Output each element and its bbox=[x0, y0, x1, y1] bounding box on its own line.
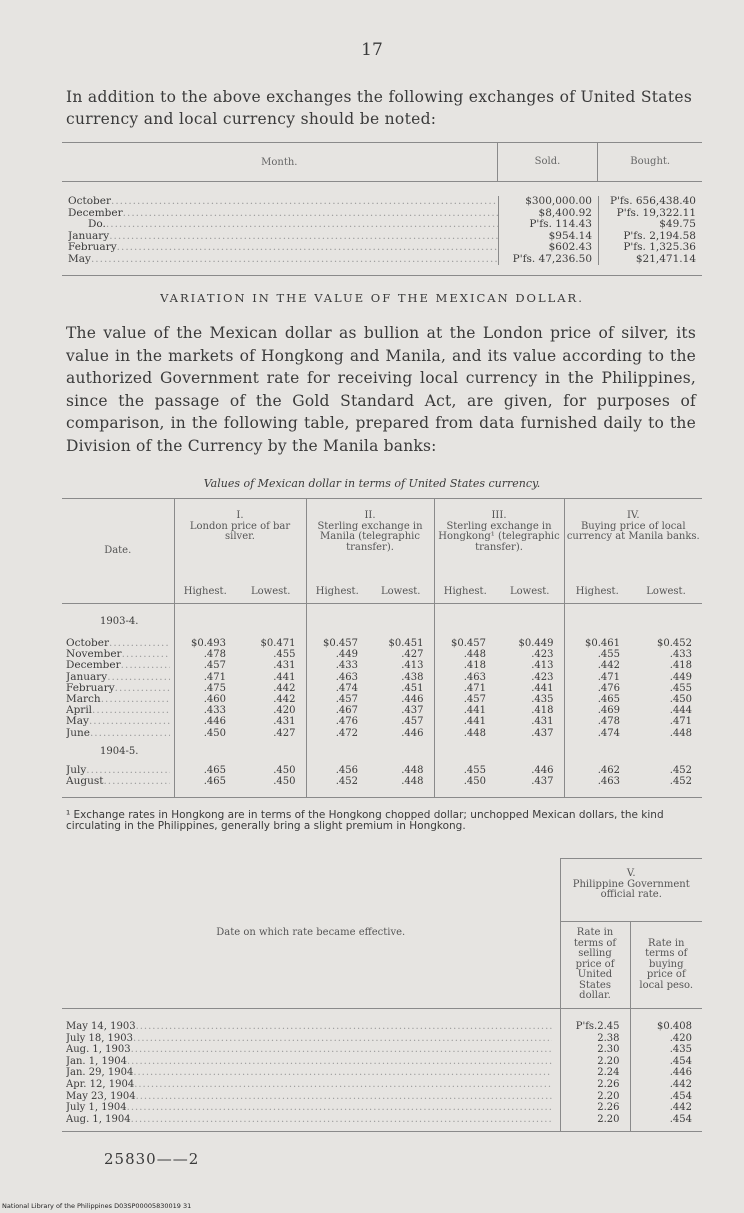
value-cell: .413 bbox=[531, 660, 554, 672]
month-cell: Do. bbox=[88, 219, 106, 230]
table-row bbox=[68, 219, 498, 231]
value-cell: .435 bbox=[531, 694, 554, 706]
value-cell: .451 bbox=[401, 682, 424, 694]
value-cell: .413 bbox=[401, 660, 424, 672]
value-cell: .446 bbox=[401, 727, 424, 739]
value-cell: .476 bbox=[306, 716, 368, 727]
bought-cell: P'fs. 19,322.11 bbox=[616, 206, 696, 219]
exchange-table-header bbox=[62, 143, 702, 182]
value-cell: .452 bbox=[306, 776, 368, 787]
value-cell: $0.493 bbox=[174, 638, 236, 649]
dot-leader-row bbox=[66, 694, 170, 705]
lowest-header: Lowest. bbox=[368, 581, 434, 604]
effective-date-cell bbox=[62, 1056, 560, 1068]
value-cell: .418 bbox=[434, 660, 496, 671]
lowest-header: Lowest. bbox=[496, 581, 564, 604]
mexican-dollar-table-body bbox=[62, 604, 702, 798]
dot-leader-row bbox=[66, 1021, 552, 1033]
group-number: III. bbox=[491, 510, 507, 521]
lowest-header: Lowest. bbox=[236, 581, 306, 604]
value-cell: .457 bbox=[174, 660, 236, 671]
month-label: March bbox=[66, 694, 101, 706]
group-number: IV. bbox=[626, 510, 640, 521]
group-title: Philippine Government official rate. bbox=[572, 878, 690, 900]
dot-leader-row bbox=[66, 1091, 552, 1103]
date-label: Jan. 29, 1904 bbox=[66, 1067, 134, 1079]
value-cell: .448 bbox=[434, 728, 496, 739]
dot-leader-row bbox=[66, 649, 170, 660]
date-label: July 18, 1903 bbox=[66, 1032, 134, 1044]
dot-leader-row bbox=[66, 660, 170, 671]
table-row bbox=[62, 776, 702, 787]
table-row bbox=[62, 1056, 702, 1068]
value-cell: .450 bbox=[434, 776, 496, 787]
value-cell: .446 bbox=[174, 716, 236, 727]
value-cell: .437 bbox=[531, 727, 554, 739]
group-header-3 bbox=[434, 499, 564, 581]
year-label: 1903-4. bbox=[100, 615, 139, 627]
effective-date-cell bbox=[62, 1067, 560, 1079]
month-label: November bbox=[66, 649, 122, 661]
date-label: July 1, 1904 bbox=[66, 1102, 127, 1114]
value-cell: $0.461 bbox=[564, 638, 630, 649]
value-cell: .456 bbox=[306, 765, 368, 776]
month-label: August bbox=[66, 776, 104, 788]
value-cell: .478 bbox=[564, 716, 630, 727]
value-cell: .441 bbox=[273, 671, 296, 683]
table-row bbox=[62, 1091, 702, 1103]
month-label: February bbox=[66, 682, 115, 694]
page-number: 17 bbox=[361, 40, 383, 60]
group-title: Sterling exchange in Manila (telegraphic transfer). bbox=[317, 520, 423, 553]
value-cell: .427 bbox=[401, 649, 424, 661]
exchange-table bbox=[62, 142, 702, 276]
month-label: January bbox=[66, 671, 108, 683]
sold-cell: $300,000.00 bbox=[525, 195, 592, 207]
value-cell: .452 bbox=[669, 776, 693, 788]
dot-leader-row bbox=[66, 728, 170, 739]
official-rate-table-body bbox=[62, 1009, 702, 1132]
month-cell: February bbox=[68, 242, 117, 253]
value-cell: .457 bbox=[401, 716, 424, 728]
selling-rate-cell: 2.30 bbox=[560, 1044, 630, 1056]
year-label: 1904-5. bbox=[100, 746, 139, 758]
table-row bbox=[62, 1079, 702, 1091]
value-cell: $0.452 bbox=[657, 638, 693, 649]
mexican-dollar-table bbox=[62, 498, 702, 798]
group-title: Buying price of local currency at Manila banks. bbox=[566, 520, 700, 542]
table-row bbox=[62, 672, 702, 683]
value-cell: $0.457 bbox=[434, 638, 496, 649]
month-label: December bbox=[66, 660, 121, 672]
sold-cell: P'fs. 47,236.50 bbox=[512, 252, 592, 265]
value-cell: .476 bbox=[564, 683, 630, 694]
group-number: II. bbox=[364, 510, 376, 521]
dot-leader-row bbox=[66, 765, 170, 776]
section-title: VARIATION IN THE VALUE OF THE MEXICAN DOLLAR. bbox=[160, 291, 584, 305]
year-row bbox=[62, 739, 702, 765]
value-cell: .449 bbox=[669, 671, 693, 683]
selling-rate-cell: 2.38 bbox=[560, 1033, 630, 1045]
bought-cell: $49.75 bbox=[659, 218, 696, 230]
selling-rate-cell: 2.20 bbox=[560, 1056, 630, 1068]
spacer-row bbox=[62, 1125, 702, 1131]
sold-cell: $602.43 bbox=[548, 241, 592, 253]
bought-cell: $21,471.14 bbox=[635, 252, 696, 265]
date-label: Aug. 1, 1904 bbox=[66, 1113, 131, 1125]
sold-cell: $8,400.92 bbox=[538, 206, 592, 219]
table-row bbox=[68, 242, 498, 254]
month-label: April bbox=[66, 705, 93, 717]
value-cell: .441 bbox=[434, 716, 496, 727]
highest-header: Highest. bbox=[306, 581, 368, 604]
value-cell: .418 bbox=[531, 705, 554, 717]
group-title: Sterling exchange in Hongkong¹ (telegraphic transfer). bbox=[438, 520, 560, 553]
table-row bbox=[62, 694, 702, 705]
bought-cell: P'fs. 1,325.36 bbox=[623, 241, 696, 253]
value-cell: .467 bbox=[306, 705, 368, 716]
table-row bbox=[62, 660, 702, 671]
value-cell: .455 bbox=[564, 649, 630, 660]
table-caption: Values of Mexican dollar in terms of United States currency. bbox=[203, 477, 541, 490]
selling-rate-cell: 2.20 bbox=[560, 1114, 630, 1126]
group-title: London price of bar silver. bbox=[189, 520, 291, 542]
month-cell bbox=[62, 694, 174, 705]
dot-leader-row bbox=[66, 1079, 552, 1091]
table-row bbox=[62, 1033, 702, 1045]
month-cell bbox=[62, 672, 174, 683]
value-cell: .423 bbox=[531, 671, 554, 683]
footnote: ¹ Exchange rates in Hongkong are in terms of the Hongkong chopped dollar; unchopped Mexican dollars, the kind circulating in the Philippines, generally bring a slight premium in Hongkong. bbox=[66, 809, 664, 832]
table-row bbox=[68, 196, 498, 208]
value-cell: .442 bbox=[564, 660, 630, 671]
value-cell: .472 bbox=[306, 728, 368, 739]
effective-date-cell bbox=[62, 1033, 560, 1045]
empty-cell bbox=[306, 739, 368, 765]
table-row bbox=[62, 765, 702, 776]
table-row bbox=[62, 649, 702, 660]
value-cell: .465 bbox=[174, 765, 236, 776]
value-cell: .431 bbox=[273, 716, 296, 728]
value-cell: $0.451 bbox=[388, 638, 424, 649]
buying-rate-cell: .442 bbox=[630, 1079, 702, 1091]
value-cell: .433 bbox=[669, 649, 693, 661]
value-cell: .441 bbox=[531, 682, 554, 694]
table-row bbox=[62, 1067, 702, 1079]
sold-column bbox=[498, 196, 598, 265]
value-cell: .463 bbox=[306, 672, 368, 683]
effective-date-cell bbox=[62, 1091, 560, 1103]
empty-cell bbox=[496, 604, 564, 639]
month-column bbox=[62, 196, 498, 265]
buying-rate-cell: $0.408 bbox=[630, 1021, 702, 1033]
month-label: June bbox=[66, 727, 90, 739]
value-cell: .433 bbox=[306, 660, 368, 671]
empty-cell bbox=[174, 739, 236, 765]
value-cell: .437 bbox=[531, 776, 554, 788]
month-cell bbox=[62, 776, 174, 787]
buying-rate-cell: .454 bbox=[630, 1056, 702, 1068]
value-cell: .449 bbox=[306, 649, 368, 660]
date-label: Aug. 1, 1903 bbox=[66, 1044, 131, 1056]
effective-date-cell bbox=[62, 1114, 560, 1126]
sold-cell: $954.14 bbox=[548, 229, 592, 242]
library-stamp: National Library of the Philippines D03SP00005830019 31 bbox=[2, 1202, 192, 1210]
body-paragraph: The value of the Mexican dollar as bullion at the London price of silver, its value in the markets of Hongkong and Manila, and its value according to the authorized Government rate for receiving local currency in the Philippines, since the passage of the Gold Standard Act, are given, for purposes of comparison, in the following table, prepared from data furnished daily to the Division of the Currency by the Manila banks: bbox=[66, 324, 696, 455]
exchange-table-body bbox=[62, 182, 702, 275]
empty-cell bbox=[434, 739, 496, 765]
table-row bbox=[68, 231, 498, 243]
table-row bbox=[62, 683, 702, 694]
value-cell: .450 bbox=[669, 694, 693, 706]
value-cell: $0.457 bbox=[306, 638, 368, 649]
month-cell: January bbox=[68, 230, 110, 242]
value-cell: .455 bbox=[434, 765, 496, 776]
buying-rate-cell: .454 bbox=[630, 1114, 702, 1126]
value-cell: .475 bbox=[174, 683, 236, 694]
selling-rate-cell: P'fs.2.45 bbox=[560, 1021, 630, 1033]
year-row bbox=[62, 604, 702, 639]
value-cell: .471 bbox=[669, 716, 693, 728]
date-label: May 14, 1903 bbox=[66, 1021, 136, 1032]
dot-leader-row bbox=[66, 776, 170, 787]
month-label: May bbox=[66, 716, 89, 728]
month-cell bbox=[62, 638, 174, 649]
effective-date-cell bbox=[62, 1044, 560, 1056]
month-cell bbox=[62, 728, 174, 739]
table-row bbox=[62, 638, 702, 649]
value-cell: .420 bbox=[273, 705, 296, 717]
bought-cell: P'fs. 656,438.40 bbox=[609, 195, 696, 207]
month-cell bbox=[62, 660, 174, 671]
dot-leader-row bbox=[66, 672, 170, 683]
empty-cell bbox=[564, 604, 630, 639]
spacer-row bbox=[62, 787, 702, 797]
value-cell: .450 bbox=[273, 764, 296, 776]
table-row bbox=[62, 1044, 702, 1056]
value-cell: .455 bbox=[273, 649, 296, 661]
value-cell: .446 bbox=[401, 694, 424, 706]
selling-rate-cell: 2.24 bbox=[560, 1067, 630, 1079]
date-label: Jan. 1, 1904 bbox=[66, 1055, 127, 1067]
effective-date-cell bbox=[62, 1102, 560, 1114]
value-cell: .431 bbox=[273, 660, 296, 672]
buying-rate-cell: .446 bbox=[630, 1067, 702, 1079]
bought-header: Bought. bbox=[597, 143, 702, 181]
empty-cell bbox=[174, 604, 236, 639]
value-cell: .448 bbox=[401, 764, 424, 776]
empty-cell bbox=[630, 739, 702, 765]
value-cell: .427 bbox=[273, 727, 296, 739]
table-row bbox=[62, 728, 702, 739]
sold-cell: P'fs. 114.43 bbox=[529, 218, 592, 230]
value-cell: .441 bbox=[434, 705, 496, 716]
bought-column bbox=[598, 196, 702, 265]
value-cell: $0.471 bbox=[260, 638, 296, 649]
value-cell: .471 bbox=[564, 672, 630, 683]
highest-header: Highest. bbox=[564, 581, 630, 604]
value-cell: .450 bbox=[273, 776, 296, 788]
official-rate-group-header bbox=[560, 859, 702, 922]
value-cell: .474 bbox=[306, 683, 368, 694]
table-row bbox=[68, 254, 498, 266]
value-cell: .446 bbox=[531, 764, 554, 776]
table-row bbox=[62, 1102, 702, 1114]
value-cell: .437 bbox=[401, 705, 424, 717]
month-header: Month. bbox=[261, 156, 298, 168]
group-number: V. bbox=[626, 868, 636, 879]
dot-leader-row bbox=[66, 1044, 552, 1056]
selling-rate-header: Rate in terms of selling price of United States dollar. bbox=[560, 922, 630, 1009]
effective-date-cell bbox=[62, 1079, 560, 1091]
official-rate-table bbox=[62, 858, 702, 1132]
month-cell bbox=[62, 765, 174, 776]
selling-rate-cell: 2.26 bbox=[560, 1079, 630, 1091]
month-cell: May bbox=[68, 253, 91, 265]
value-cell: .465 bbox=[174, 776, 236, 787]
value-cell: .460 bbox=[174, 694, 236, 705]
value-cell: .418 bbox=[669, 660, 693, 672]
value-cell: .478 bbox=[174, 649, 236, 660]
value-cell: .455 bbox=[669, 682, 693, 694]
value-cell: .469 bbox=[564, 705, 630, 716]
empty-cell bbox=[368, 604, 434, 639]
group-number: I. bbox=[236, 510, 244, 521]
value-cell: .444 bbox=[669, 705, 693, 717]
highest-header: Highest. bbox=[434, 581, 496, 604]
intro-text: In addition to the above exchanges the following exchanges of United States currency and local currency should be noted: bbox=[66, 88, 693, 128]
table-row bbox=[62, 1021, 702, 1033]
page-signature: 25830——2 bbox=[104, 1150, 200, 1168]
date-label: May 23, 1904 bbox=[66, 1090, 136, 1102]
month-label: July bbox=[66, 764, 87, 776]
lowest-header: Lowest. bbox=[630, 581, 702, 604]
selling-rate-cell: 2.26 bbox=[560, 1102, 630, 1114]
month-cell bbox=[62, 716, 174, 727]
buying-rate-cell: .454 bbox=[630, 1091, 702, 1103]
value-cell: .452 bbox=[669, 764, 693, 776]
date-label: Apr. 12, 1904 bbox=[66, 1078, 135, 1090]
dot-leader-row bbox=[66, 705, 170, 716]
sold-header: Sold. bbox=[497, 143, 598, 181]
month-cell: December bbox=[68, 207, 123, 219]
empty-cell bbox=[496, 739, 564, 765]
value-cell: .448 bbox=[401, 776, 424, 788]
month-cell bbox=[62, 705, 174, 716]
date-header: Date. bbox=[62, 499, 174, 604]
bought-cell: P'fs. 2,194.58 bbox=[623, 229, 696, 242]
dot-leader-row bbox=[66, 716, 170, 727]
month-cell bbox=[62, 649, 174, 660]
value-cell: .433 bbox=[174, 705, 236, 716]
empty-cell bbox=[630, 604, 702, 639]
dot-leader-row bbox=[66, 1114, 552, 1126]
empty-cell bbox=[368, 739, 434, 765]
value-cell: .438 bbox=[401, 671, 424, 683]
value-cell: $0.449 bbox=[518, 638, 554, 649]
group-header-2 bbox=[306, 499, 434, 581]
value-cell: .463 bbox=[434, 672, 496, 683]
dot-leader-row bbox=[66, 1102, 552, 1114]
buying-rate-header: Rate in terms of buying price of local peso. bbox=[630, 922, 702, 1009]
buying-rate-cell: .420 bbox=[630, 1033, 702, 1045]
table-row bbox=[68, 208, 498, 220]
value-cell: .463 bbox=[564, 776, 630, 787]
group-header-4 bbox=[564, 499, 702, 581]
spacer-row bbox=[62, 1009, 702, 1022]
value-cell: .448 bbox=[669, 727, 693, 739]
dot-leader-row bbox=[66, 1033, 552, 1045]
value-cell: .457 bbox=[306, 694, 368, 705]
empty-cell bbox=[236, 604, 306, 639]
selling-rate-cell: 2.20 bbox=[560, 1091, 630, 1103]
month-label: October bbox=[66, 638, 109, 649]
empty-cell bbox=[434, 604, 496, 639]
value-cell: .431 bbox=[531, 716, 554, 728]
table-row bbox=[62, 1114, 702, 1126]
value-cell: .471 bbox=[174, 672, 236, 683]
month-cell bbox=[62, 683, 174, 694]
empty-cell bbox=[564, 739, 630, 765]
effective-date-header: Date on which rate became effective. bbox=[62, 859, 560, 1009]
group-header-1 bbox=[174, 499, 306, 581]
value-cell: .423 bbox=[531, 649, 554, 661]
buying-rate-cell: .442 bbox=[630, 1102, 702, 1114]
value-cell: .474 bbox=[564, 728, 630, 739]
month-cell: October bbox=[68, 196, 111, 207]
dot-leader-row bbox=[66, 638, 170, 649]
dot-leader-row bbox=[66, 683, 170, 694]
value-cell: .442 bbox=[273, 694, 296, 706]
value-cell: .462 bbox=[564, 765, 630, 776]
value-cell: .465 bbox=[564, 694, 630, 705]
value-cell: .457 bbox=[434, 694, 496, 705]
empty-cell bbox=[236, 739, 306, 765]
value-cell: .450 bbox=[174, 728, 236, 739]
value-cell: .442 bbox=[273, 682, 296, 694]
effective-date-cell bbox=[62, 1021, 560, 1033]
value-cell: .471 bbox=[434, 683, 496, 694]
value-cell: .448 bbox=[434, 649, 496, 660]
dot-leader-row bbox=[66, 1067, 552, 1079]
buying-rate-cell: .435 bbox=[630, 1044, 702, 1056]
empty-cell bbox=[306, 604, 368, 639]
dot-leader-row bbox=[66, 1056, 552, 1068]
table-row bbox=[62, 716, 702, 727]
table-row bbox=[62, 705, 702, 716]
highest-header: Highest. bbox=[174, 581, 236, 604]
